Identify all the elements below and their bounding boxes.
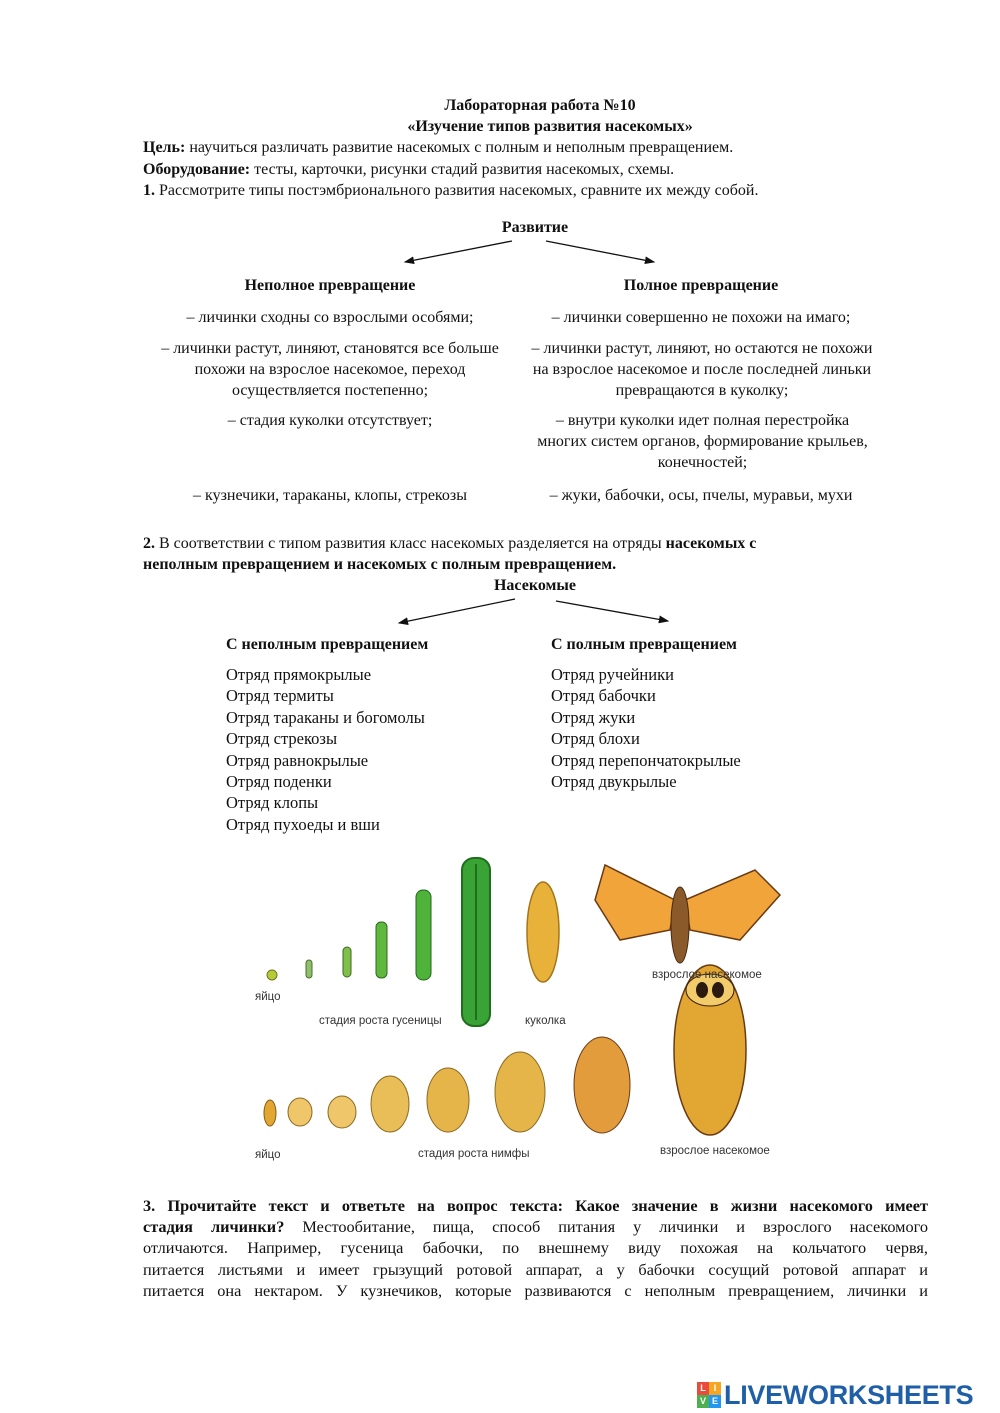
task1-text: Рассмотрите типы постэмбрионального развития насекомых, сравните их между собой.	[155, 182, 759, 199]
order-item: Отряд блохи	[551, 729, 640, 749]
complete-item: – жуки, бабочки, осы, пчелы, муравьи, мухи	[549, 487, 853, 504]
task3-question-end: стадия личинки?	[143, 1217, 285, 1237]
egg-illustration	[267, 970, 277, 980]
complete-item: – личинки растут, линяют, но остаются не похожи на взрослое насекомое и после последней линьки превращаются в куколку;	[531, 340, 873, 399]
brand-name: LIVEWORKSHEETS	[724, 1380, 974, 1410]
caption-pupa: куколка	[525, 1015, 566, 1027]
incomplete-item: – кузнечики, тараканы, клопы, стрекозы	[193, 487, 467, 504]
complete-title: Полное превращение	[623, 277, 779, 294]
goal-text: научиться различать развитие насекомых с полным и неполным превращением.	[185, 139, 734, 156]
larva-illustration	[306, 858, 490, 1026]
incomplete-title: Неполное превращение	[244, 277, 416, 294]
order-item: Отряд ручейники	[551, 665, 674, 684]
scheme1-arrow-left	[405, 241, 512, 262]
task3-text: Местообитание, пища, способ питания у личинки и взрослого насекомого	[284, 1217, 928, 1237]
caption-larva-stage: стадия роста гусеницы	[319, 1015, 442, 1027]
task3-question: 3. Прочитайте текст и ответьте на вопрос текста: Какое значение в жизни насекомого имеет	[143, 1196, 928, 1215]
pupa-illustration	[527, 882, 559, 982]
incomplete-item: – личинки растут, линяют, становятся все больше похожи на взрослое насекомое, переход осуществляется постепенно;	[161, 340, 499, 399]
with-complete-title: С полным превращением	[551, 636, 737, 653]
order-item: Отряд поденки	[226, 772, 332, 792]
order-item: Отряд прямокрылые	[226, 665, 372, 684]
logo-letter: V	[697, 1395, 709, 1408]
incomplete-item: – стадия куколки отсутствует;	[227, 412, 433, 429]
equipment-text: тесты, карточки, рисунки стадий развития насекомых, схемы.	[250, 161, 675, 178]
task3-line: питается она нектаром. У кузнечиков, которые развиваются с неполным превращением, личинки и	[143, 1280, 928, 1300]
task2-text: В соответствии с типом развития класс насекомых разделяется на отряды	[155, 535, 666, 552]
task3-line: питается листьями и имеет грызущий ротовой аппарат, а у бабочки сосущий ротовой аппарат и	[143, 1259, 928, 1279]
order-item: Отряд термиты	[226, 686, 334, 706]
lab-subtitle: «Изучение типов развития насекомых»	[407, 118, 693, 135]
logo-letter: L	[697, 1382, 709, 1395]
scheme1-root: Развитие	[501, 219, 569, 236]
incomplete-orders-list	[226, 664, 425, 835]
order-item: Отряд бабочки	[551, 686, 656, 706]
butterfly-illustration	[595, 865, 780, 963]
logo-icon	[697, 1382, 721, 1408]
scheme1-arrow-right	[546, 241, 654, 262]
task3-line: отличаются. Например, гусеница бабочки, по внешнему виду похожая на кольчатого червя,	[143, 1238, 928, 1258]
order-item: Отряд жуки	[551, 707, 636, 727]
task2-bold1: насекомых с	[665, 535, 757, 552]
lab-title: Лабораторная работа №10	[444, 97, 636, 114]
cockroach-illustration	[674, 965, 746, 1135]
equipment-label: Оборудование:	[143, 161, 251, 178]
caption-egg: яйцо	[255, 1149, 281, 1161]
order-item: Отряд равнокрылые	[226, 750, 369, 770]
with-incomplete-title: С неполным превращением	[226, 636, 429, 653]
scheme2-arrow-right	[556, 601, 668, 621]
order-item: Отряд клопы	[226, 793, 319, 813]
task3-line	[143, 1216, 928, 1237]
complete-orders-list	[551, 664, 741, 792]
caption-egg: яйцо	[255, 991, 281, 1003]
task1-number: 1.	[143, 182, 155, 199]
egg-illustration	[264, 1100, 276, 1126]
task3-paragraph	[143, 1195, 928, 1301]
logo-letter: I	[709, 1382, 721, 1395]
order-item: Отряд стрекозы	[226, 729, 338, 749]
scheme2-arrow-left	[399, 599, 515, 623]
order-item: Отряд пухоеды и вши	[226, 814, 380, 834]
order-item: Отряд перепончатокрылые	[551, 750, 741, 770]
caption-adult: взрослое насекомое	[652, 969, 762, 981]
order-item: Отряд тараканы и богомолы	[226, 707, 425, 727]
goal-label: Цель:	[143, 139, 186, 156]
logo-letter: E	[709, 1395, 721, 1408]
task2-line1	[143, 533, 756, 554]
caption-nymph-stage: стадия роста нимфы	[418, 1148, 530, 1160]
liveworksheets-logo	[697, 1379, 997, 1411]
incomplete-item: – личинки сходны со взрослыми особями;	[186, 309, 474, 326]
task2-number: 2.	[143, 535, 155, 552]
development-illustration	[250, 850, 810, 1170]
nymph-illustration	[288, 1037, 630, 1133]
complete-item: – личинки совершенно не похожи на имаго;	[551, 309, 851, 326]
complete-item: – внутри куколки идет полная перестройка многих систем органов, формирование крыльев, конечностей;	[537, 412, 868, 471]
caption-adult: взрослое насекомое	[660, 1145, 770, 1157]
task2-line2: неполным превращением и насекомых с полным превращением.	[143, 556, 617, 573]
scheme2-root: Насекомые	[493, 577, 577, 594]
order-item: Отряд двукрылые	[551, 772, 677, 792]
